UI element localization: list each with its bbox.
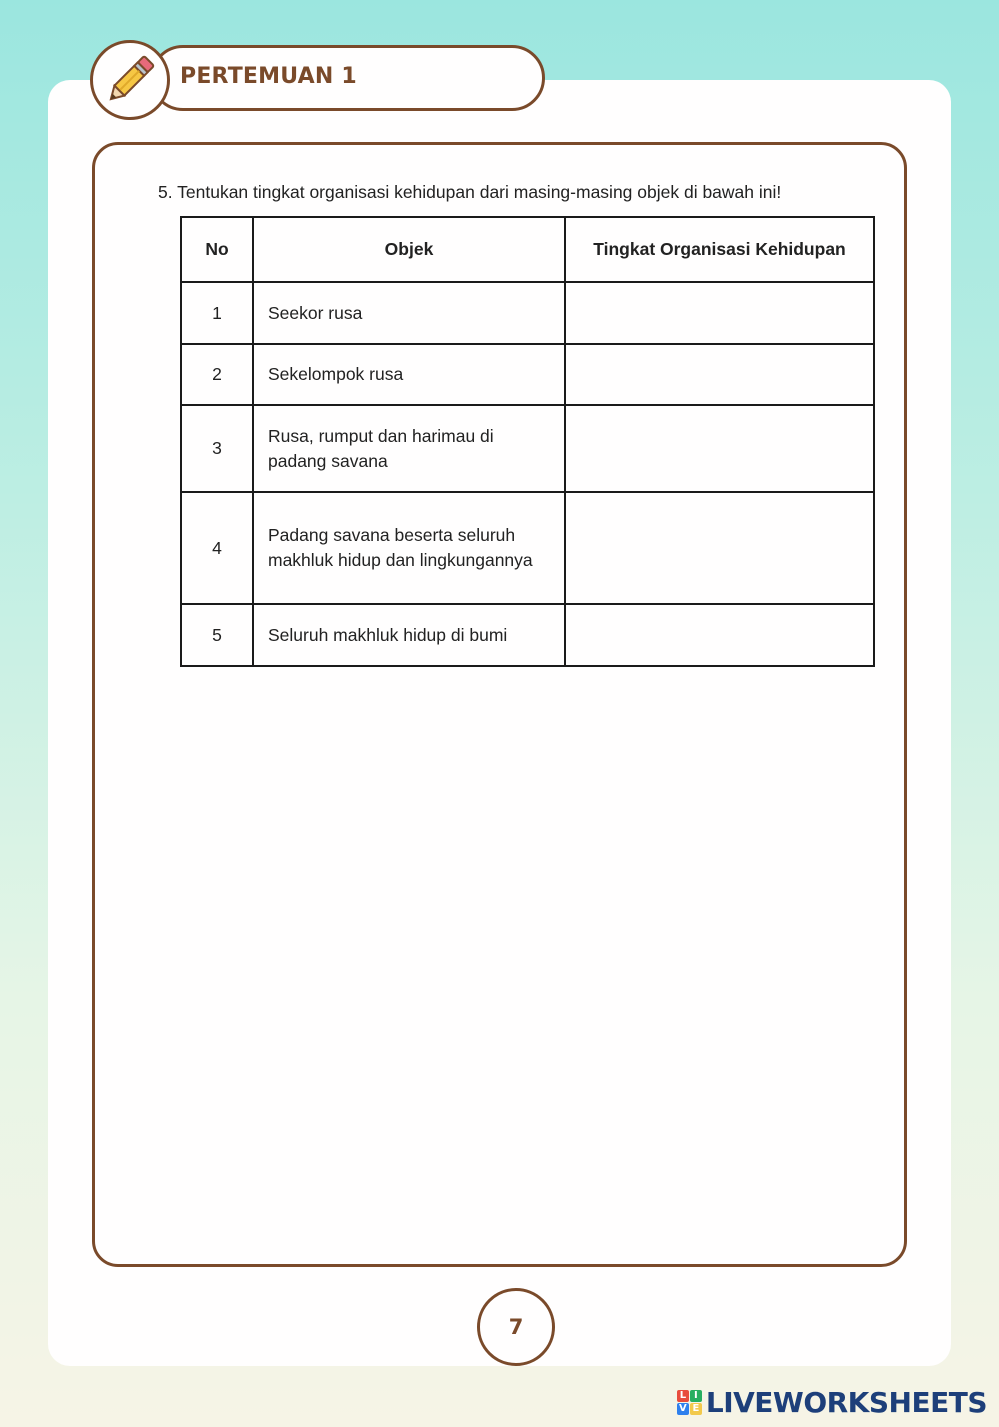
row-number: 1 [181, 282, 253, 344]
row-number: 3 [181, 405, 253, 492]
table-row [181, 492, 874, 604]
table-row [181, 344, 874, 405]
row-objek: Rusa, rumput dan harimau di padang savana [253, 405, 565, 492]
logo-letter: E [690, 1403, 702, 1415]
table-row [181, 604, 874, 666]
row-objek: Padang savana beserta seluruh makhluk hidup dan lingkungannya [253, 492, 565, 604]
header-objek: Objek [253, 217, 565, 282]
pencil-icon [101, 51, 159, 109]
header-no: No [181, 217, 253, 282]
brand-name: LIVEWORKSHEETS [705, 1386, 987, 1419]
row-objek: Seluruh makhluk hidup di bumi [253, 604, 565, 666]
pencil-badge [90, 40, 170, 120]
row-number: 5 [181, 604, 253, 666]
answer-cell[interactable] [565, 492, 874, 604]
logo-letter: V [677, 1403, 689, 1415]
answer-cell[interactable] [565, 344, 874, 405]
logo-letter: I [690, 1390, 702, 1402]
question-instruction: 5. Tentukan tingkat organisasi kehidupan dari masing-masing objek di bawah ini! [158, 182, 782, 202]
page-number: 7 [477, 1288, 555, 1366]
organization-table [180, 216, 875, 667]
table-row [181, 282, 874, 344]
liveworksheets-brand[interactable] [677, 1386, 987, 1419]
page-title: PERTEMUAN 1 [180, 64, 357, 89]
answer-cell[interactable] [565, 405, 874, 492]
table-row [181, 405, 874, 492]
logo-letter: L [677, 1390, 689, 1402]
row-objek: Seekor rusa [253, 282, 565, 344]
header-tingkat: Tingkat Organisasi Kehidupan [565, 217, 874, 282]
row-objek: Sekelompok rusa [253, 344, 565, 405]
answer-cell[interactable] [565, 604, 874, 666]
row-number: 2 [181, 344, 253, 405]
row-number: 4 [181, 492, 253, 604]
liveworksheets-logo-icon [677, 1390, 702, 1415]
answer-cell[interactable] [565, 282, 874, 344]
